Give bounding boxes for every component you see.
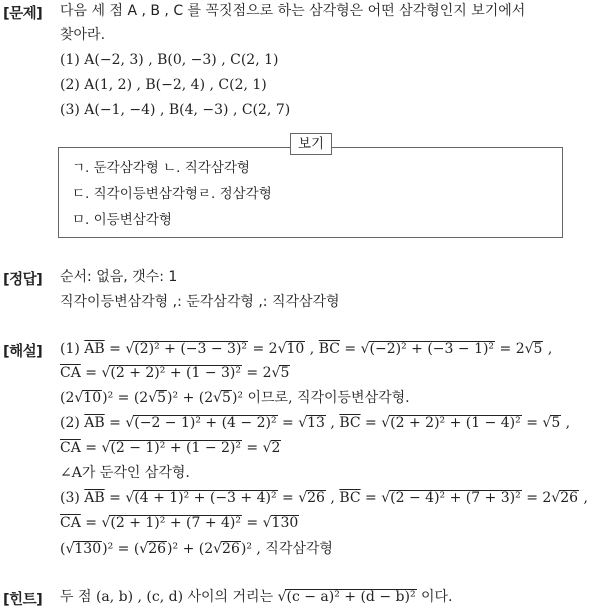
solution-2-line3: ∠A가 둔각인 삼각형. [60, 465, 190, 481]
solution-1-line1: (1) $\overline{AB} = √(2)^2 + (-3 - 3)^2 = 2√10$ , $\overline{BC} = √(-2)^2 + (-3 - 1)^2 = 2√5$ , [60, 341, 553, 357]
solution-2-line1: (2) $\overline{AB} = √(-2 - 1)^2 + (4 - 2)^2 = √13$ , $\overline{BC} = √(2 + 2)^2 + (1 - 4)^2 = √5$ , [60, 415, 571, 431]
problem-tag: [문제] [3, 6, 43, 22]
answer-line2: 직각이등변삼각형 ,: 둔각삼각형 ,: 직각삼각형 [60, 294, 340, 310]
hint-tag: [힌트] [3, 592, 43, 608]
bogi-option-3: ㅁ. 이등변삼각형 [72, 212, 172, 228]
problem-q3: (3) A(−1, −4) , B(4, −3) , C(2, 7) [60, 102, 291, 118]
solution-2-line2: $\overline{CA} = √(2 - 1)^2 + (1 - 2)^2 = √2$ [60, 440, 281, 456]
solution-3-line3: (√130)² = (√26)² + (2√26)² , 직각삼각형 [60, 541, 333, 557]
problem-line2: 찾아라. [60, 27, 106, 43]
solution-1-line2: $\overline{CA} = √(2 + 2)^2 + (1 - 3)^2 = 2√5$ [60, 365, 290, 381]
problem-line1: 다음 세 점 A , B , C 를 꼭짓점으로 하는 삼각형은 어떤 삼각형인지 보기에서 [60, 3, 526, 19]
solution-3-line2: $\overline{CA} = √(2 + 1)^2 + (7 + 4)^2 = √130$ [60, 515, 299, 531]
solution-tag: [해설] [3, 344, 43, 360]
solution-3-line1: (3) $\overline{AB} = √(4 + 1)^2 + (-3 + 4)^2 = √26$ , $\overline{BC} = √(2 - 4)^2 + (7 + 3)^2 = 2√26$ , [60, 490, 588, 506]
bogi-option-2: ㄷ. 직각이등변삼각형ㄹ. 정삼각형 [72, 186, 272, 202]
solution-1-line3: (2√10)² = (2√5)² + (2√5)² 이므로, 직각이등변삼각형. [60, 390, 410, 406]
bogi-title: 보기 [290, 133, 332, 155]
bogi-option-1: ㄱ. 둔각삼각형 ㄴ. 직각삼각형 [72, 160, 250, 176]
answer-tag: [정답] [3, 272, 43, 288]
problem-q1: (1) A(−2, 3) , B(0, −3) , C(2, 1) [60, 52, 279, 68]
answer-line1: 순서: 없음, 갯수: 1 [60, 269, 178, 285]
hint-line: 두 점 (a, b) , (c, d) 사이의 거리는 √(c − a)² + (d − b)² 이다. [60, 589, 453, 605]
problem-q2: (2) A(1, 2) , B(−2, 4) , C(2, 1) [60, 77, 267, 93]
